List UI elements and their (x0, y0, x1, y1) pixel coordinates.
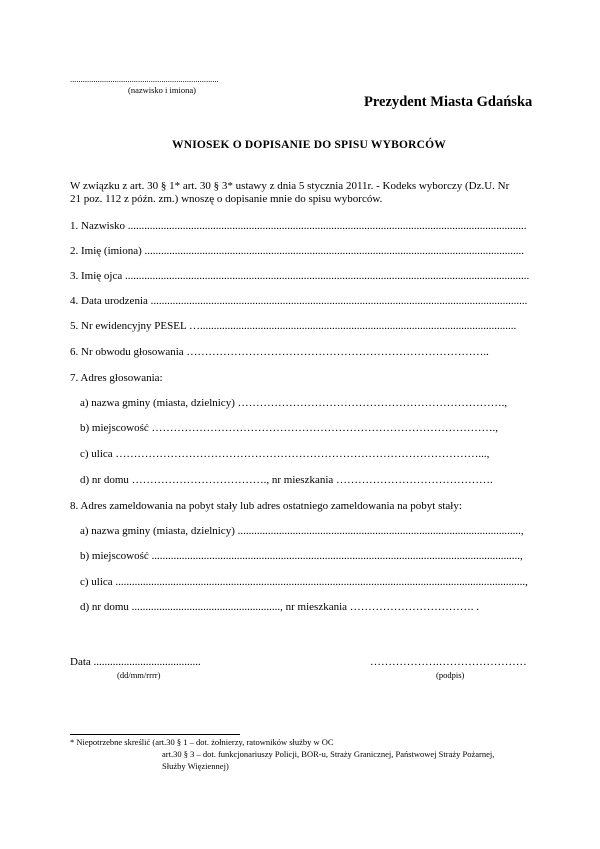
footnote-separator (70, 734, 240, 735)
intro-line-1: W związku z art. 30 § 1* art. 30 § 3* ustawy z dnia 5 stycznia 2011r. - Kodeks wyborczy (Dz.U. Nr (70, 180, 510, 192)
field-district-number[interactable]: 6. Nr obwodu głosowania ……………………………………………………………………….. (70, 346, 489, 358)
registered-house-apartment-field[interactable]: d) nr domu ......................................................, nr mieszkania ……………………………. . (80, 601, 480, 613)
footnote-line-2: art.30 § 3 – dot. funkcjonariuszy Policji, BOR-u, Straży Granicznej, Państwowej Straży Pożarnej, (162, 749, 495, 759)
voting-municipality-field[interactable]: a) nazwa gminy (miasta, dzielnicy) ………………………………………………………………., (80, 397, 508, 409)
voting-address-label: 7. Adres głosowania: (70, 372, 163, 384)
field-birth-date[interactable]: 4. Data urodzenia ......................................................................................................................................... (70, 295, 528, 307)
voting-house-apartment-field[interactable]: d) nr domu ………………………………., nr mieszkania ……………………………………. (80, 474, 493, 486)
date-caption: (dd/mm/rrrr) (117, 670, 161, 680)
name-dotted-line[interactable]: ...................................................................... (70, 74, 219, 84)
registered-locality-field[interactable]: b) miejscowość ......................................................................................................................................, (80, 550, 523, 562)
voting-street-field[interactable]: c) ulica ………………………………………………………………………………………..., (80, 448, 490, 460)
date-field[interactable]: Data ....................................... (70, 656, 201, 668)
intro-line-2: 21 poz. 112 z późn. zm.) wnoszę o dopisanie mnie do spisu wyborców. (70, 193, 383, 205)
footnote-line-1: * Niepotrzebne skreślić (art.30 § 1 – dot. żołnierzy, ratowników służby w OC (70, 737, 334, 747)
signature-field[interactable]: ……………….…………………… (370, 656, 527, 668)
registered-street-field[interactable]: c) ulica ....................................................................................................................................................., (80, 576, 528, 588)
recipient-title: Prezydent Miasta Gdańska (364, 94, 533, 110)
signature-caption: (podpis) (436, 670, 465, 680)
field-pesel[interactable]: 5. Nr ewidencyjny PESEL …................................................................................................................... (70, 320, 517, 332)
name-caption: (nazwisko i imiona) (128, 85, 196, 95)
form-heading: WNIOSEK O DOPISANIE DO SPISU WYBORCÓW (172, 139, 446, 151)
field-surname[interactable]: 1. Nazwisko ................................................................................................................................................. (70, 220, 527, 232)
field-first-names[interactable]: 2. Imię (imiona) .......................................................................................................................................... (70, 245, 525, 257)
field-father-name[interactable]: 3. Imię ojca ................................................................................................................................................... (70, 270, 530, 282)
registered-address-label: 8. Adres zameldowania na pobyt stały lub adres ostatniego zameldowania na pobyt stały: (70, 500, 462, 512)
registered-municipality-field[interactable]: a) nazwa gminy (miasta, dzielnicy) ......................................................................................................., (80, 525, 524, 537)
footnote-line-3: Służby Więziennej) (162, 761, 229, 771)
voting-locality-field[interactable]: b) miejscowość …………………………………………………………………………………., (80, 422, 498, 434)
